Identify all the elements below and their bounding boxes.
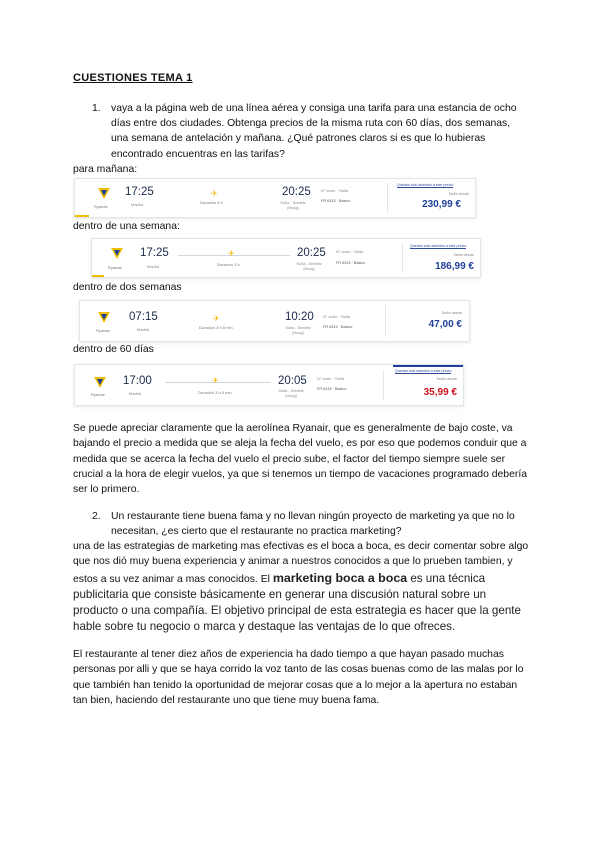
answer-2-bold-term: marketing boca a boca	[272, 570, 408, 585]
flight-card-two-weeks	[79, 300, 470, 342]
plane-icon: ✈	[228, 249, 235, 258]
flight-info-label: N° vuelo · Tarifa	[321, 189, 348, 193]
fare-from-label: Tarifa desde	[453, 253, 474, 257]
fare-from-label: Tarifa desde	[436, 377, 457, 381]
question-2-number: 2.	[92, 511, 101, 522]
label-tomorrow: para mañana:	[73, 164, 138, 175]
label-sixty-days: dentro de 60 días	[73, 344, 154, 355]
flight-price[interactable]: 47,00 €	[428, 319, 462, 330]
plane-icon: ✈	[211, 189, 218, 198]
flight-duration: Duración 3 h	[217, 262, 240, 267]
flight-info-label: N° vuelo · Tarifa	[317, 377, 344, 381]
ryanair-harp-icon	[96, 309, 112, 325]
question-2-text: Un restaurante tiene buena fama y no llevan ningún proyecto de marketing ya que no lo necesitan, ¿es cierto que el restaurante no practica marketing?	[111, 511, 515, 538]
seat-alert-badge: Quedan solo asientos a este precio	[410, 244, 467, 248]
answer-2-part-1: una de las estrategias de marketing mas efectivas es el boca a boca, es decir comentar sobre algo que nos dió muy buena experiencia y animar a nuestros conocidos a que lo prueben tambien, y estos a su vez animar a mas conocidos. El	[73, 541, 529, 585]
answer-2-part-2: es una técnica publicitaria que consiste básicamente en generar una discusión natural sobre un producto o una compañía. El objetivo principal de esta estrategia es hacer que la gente hable sobre tu negocio o marca y destaque las ventajas de lo que ofreces.	[73, 571, 521, 634]
arrival-time: 20:25	[297, 247, 326, 259]
arrival-city: Sofía - Sredetz (Hung)	[278, 389, 304, 398]
answer-1-paragraph: Se puede apreciar claramente que la aerolínea Ryanair, que es generalmente de bajo coste, va bajando el precio a medida que se aleja la fecha del vuelo, es por eso que podemos conduir que a medida que se acerca la fecha del vuelo el precio sube, el factor del tiempo siempre suele ser crucial a la hora de elegir vuelos, ya que si tenemos un tiempo de vacaciones programado debería ser lo primero.	[73, 423, 527, 496]
departure-city: Madrid	[129, 391, 142, 396]
seat-alert-badge: Quedan solo asientos a este precio	[395, 369, 452, 373]
departure-time: 17:00	[123, 375, 152, 387]
flight-info-code: FR 6315 · Básico	[317, 387, 347, 391]
seat-alert-badge: Quedan solo asientos a este precio	[397, 183, 454, 187]
departure-time: 07:15	[129, 311, 158, 323]
arrival-city: Sofía - Sredetz (Hung)	[285, 326, 311, 335]
fare-from-label: Tarifa desde	[448, 192, 469, 196]
arrival-time: 20:25	[282, 186, 311, 198]
ryanair-harp-icon	[109, 245, 125, 261]
departure-time: 17:25	[140, 247, 169, 259]
flight-info-label: N° vuelo · Tarifa	[323, 315, 350, 319]
airline-name: Ryanair	[108, 265, 122, 270]
ryanair-harp-icon	[92, 374, 108, 390]
answer-2-conclusion: El restaurante al tener diez años de experiencia ha dado tiempo a que hayan pasado muchas personas por alli y que se haya corrido la voz tanto de las cosas buenas como de las malas por lo que también han tenido la oportunidad de mejorar cosas que a lo mejor a la apertura no estaban tan bien, haciendo del restaurante uno que tiene muy buena fama.	[73, 649, 524, 706]
arrival-time: 10:20	[285, 311, 314, 323]
flight-price[interactable]: 35,99 €	[423, 387, 457, 398]
ryanair-harp-icon	[96, 185, 112, 201]
question-1-text: vaya a la página web de una línea aérea y consiga una tarifa para una estancia de ocho días entre dos ciudades. Obtenga precios de la misma ruta con 60 días, dos semanas, una semana de antelación y mañana. ¿Qué patrones claros si es que lo hubieras encontrado encuentras en las tarifas?	[111, 103, 517, 160]
flight-card-one-week	[91, 238, 481, 278]
airline-name: Ryanair	[91, 392, 105, 397]
arrival-city: Sofía - Sredetz (Hung)	[280, 201, 306, 210]
question-1-number: 1.	[92, 103, 101, 114]
fare-from-label: Tarifa desde	[441, 311, 462, 315]
airline-name: Ryanair	[96, 328, 110, 333]
airline-name: Ryanair	[94, 204, 108, 209]
plane-icon: ✈	[212, 376, 219, 385]
label-two-weeks: dentro de dos semanas	[73, 282, 182, 293]
flight-info-code: FR 6315 · Básico	[321, 199, 351, 203]
label-one-week: dentro de una semana:	[73, 221, 180, 232]
plane-icon: ✈	[213, 314, 220, 323]
flight-price[interactable]: 186,99 €	[435, 261, 474, 272]
flight-card-tomorrow	[74, 178, 476, 218]
departure-time: 17:25	[125, 186, 154, 198]
departure-city: Madrid	[131, 202, 144, 207]
answer-2-paragraph	[73, 539, 529, 636]
document-title: CUESTIONES TEMA 1	[73, 72, 193, 84]
flight-duration: Duración 3 h	[200, 200, 223, 205]
arrival-time: 20:05	[278, 375, 307, 387]
flight-info-code: FR 6313 · Básico	[323, 325, 353, 329]
flight-card-sixty-days	[74, 364, 464, 406]
flight-duration: Duración 3 h 5 min	[198, 390, 232, 395]
arrival-city: Sofía - Sredetz (Hung)	[296, 262, 322, 271]
flight-info-code: FR 6315 · Básico	[336, 261, 366, 265]
departure-city: Madrid	[137, 327, 150, 332]
flight-price[interactable]: 230,99 €	[422, 199, 461, 210]
flight-duration: Duración 3 h 5 min	[199, 325, 233, 330]
departure-city: Madrid	[147, 264, 160, 269]
flight-info-label: N° vuelo · Tarifa	[336, 250, 363, 254]
